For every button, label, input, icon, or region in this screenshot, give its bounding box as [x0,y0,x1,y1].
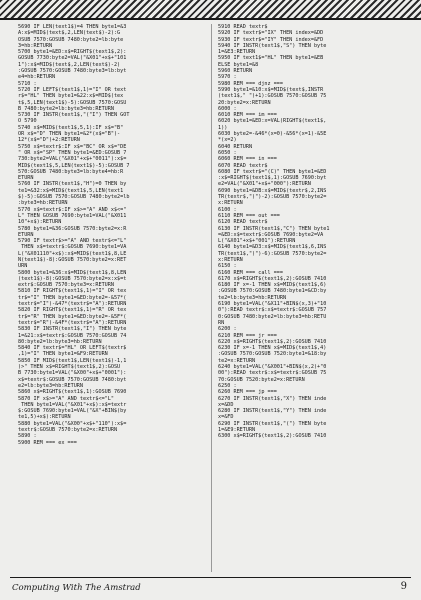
top-hatched-border [0,0,421,18]
column-divider [211,24,212,572]
top-rule [0,18,421,20]
page-number: 9 [400,581,407,592]
footer-rule [10,577,411,578]
listing-column-right [218,24,404,572]
listing-columns [18,24,408,572]
basic-listing-left: 5690 IF LEN(text1$)=4 THEN byte1=&3 A:x$=MID$(text$,2,LEN(text$)-2):G OSUB 7570:GOSUB 7480:byte2=lb:byte 3=hb:RETURN 5700 byte1=&ED:x$=RIGHT$(text1$,2): GOSUB 7730:byte2=VAL("&X01"+x$+"101 1"):x$=MID$(text$,2,LEN(text$)-2) :GOSUB 7570:GOSUB 7480:byte3=lb:byt e4=hb:RETURN 5710 : 5720 IF LEFT$(text1$,1)="I" OR text r$="HL" THEN byte1=&22:x$=MID$(tex t$,5,LEN(text1$)-5):GOSUB 7570:GOSU B 7480:byte2=lb:byte3=hb:RETURN 5730 IF INSTR(text1$,"("I") THEN GOT O 5790 5740 x$=MID$(text1$,5,1):IF x$="B" OR x$="D" THEN byte1=&2*(x$="B")- 12*(x$="D")+2:RETURN 5750 x$=textr$:IF x$="BC" OR x$="DE " OR x$="SP" THEN byte1=&ED:GOSUB 7 730:byte2=VAL("&X01"+x$+"0011"):x$= MID$(text1$,5,LEN(text1$)-5):GOSUB 7 570:GOSUB 7480:byte3=lb:byte4=hb:R ETURN 5760 IF INSTR(text1$,"H")=0 THEN by te1=&32:x$=MID$(text1$,5,LEN(text1 $)-5):GOSUB 7570:GOSUB 7480:byte2=lb :byte3=hb:RETURN 5770 x$=textr$:IF x$>="A" AND x$<=" L" THEN GOSUB 7690:byte1=VAL("&X011 10"+x$):RETURN 5780 byte1=&36:GOSUB 7570:byte2=x:R ETURN 5790 IF textr$>="A" AND textr$<="L" THEN x$=textr$:GOSUB 7690:byte1=VA L("&X01110"+x$):x$=MID$(text1$,8,LE N(text1$)-8):GOSUB 7570:byte2=x:RET URN 5800 byte1=&36:x$=MID$(text1$,8,LEN (text1$)-8):GOSUB 7570:byte2=x:x$=t extr$:GOSUB 7570:byte3=x:RETURN 5810 IF RIGHT$(text1$,1)="I" OR tex tr$="I" THEN byte1=&ED:byte2=-&57*( textr$="I")-&47*(textr$="A"):RETURN 5820 IF RIGHT$(text1$,1)="R" OR tex tr$="R" THEN byte1=&ED:byte2=-&5F*( textr$="R")-&4F*(textr$="A"):RETURN 5830 IF INSTR(text1$,"I") THEN byte 1=&21:x$=textr$:GOSUB 7570:GOSUB 74 80:byte2=lb:byte3=hb:RETURN 5840 IF textr$="HL" OR LEFT$(textr$ ,1)="I" THEN byte1=&F9:RETURN 5850 IF MID$(text1$,LEN(text1$)-1,1 )>" THEN x$=RIGHT$(text1$,2):GOSU B 7730:byte1=VAL("&X00"+x$+"0001"): x$=textr$:GOSUB 7570:GOSUB 7480:byt e2=lb:byte3=hb:RETURN 5860 x$=RIGHT$(text1$,1):GOSUB 7690 5870 IF x$>="A" AND textr$<="L" THEN byte1=VAL("&X01"+x$):x$=textr $:GOSUB 7690:byte1=VAL("&X"+BIN$(by te1,5)+x$):RETURN 5880 byte1=VAL("&X00"+x$+"110"):x$= textr$:GOSUB 7570:byte2=x:RETURN 5890 : 5900 REM === ex === [18,24,130,446]
magazine-title: Computing With The Amstrad [12,583,141,593]
page-footer [0,577,421,600]
basic-listing-right: 5910 READ textr$ 5920 IF textr$="IX" THEN index=&DD 5930 IF textr$="IY" THEN index=&FD 5940 IF INSTR(text1$,"S") THEN byte 1=&E3:RETURN 5950 IF text1$="HL" THEN byte1=&EB ELSE byte1=&8 5960 RETURN 5970 : 5980 REM === djnz === 5990 byte1=&10:x$=MID$(text$,INSTR (text1$," ")+1):GOSUB 7570:GOSUB 75 20:byte2=x:RETURN 6000 : 6010 REM === im === 6020 byte1=&ED:x=VAL(RIGHT$(text1$, 1)) 6030 byte2=-&46*(x=0)-&56*(x=1)-&5E *(x=2) 6040 RETURN 6050 : 6060 REM === in === 6070 READ textr$ 6080 IF textr$="(C)" THEN byte1=&ED :x$=RIGHT$(text1$,1):GOSUB 7690:byt e2=VAL("&X01"+x$+"000"):RETURN 6090 byte1=&DB:x$=MID$(textr$,2,INS TR(textr$,")")-2):GOSUB 7570:byte2= x:RETURN 6100 : 6110 REM === out === 6120 READ textr$ 6130 IF INSTR(text1$,"C") THEN byte1 =&ED:x$=textr$:GOSUB 7690:byte2=VA L("&X01"+x$+"001"):RETURN 6140 byte1=&D3:x$=MID$(text1$,6,INS TR(text1$,")")-6):GOSUB 7570:byte2= x:RETURN 6150 : 6160 REM === call === 6170 x$=RIGHT$(text1$,2):GOSUB 7410 6180 IF x=-1 THEN x$=MID$(text1$,6) :GOSUB 7570:GOSUB 7480:byte1=&CD:by te2=lb:byte3=hb:RETURN 6190 byte1=VAL("&X11"+BIN$(x,3)+"10 0"):READ textr$:x$=textr$:GOSUB 757 0:GOSUB 7480:byte2=lb:byte3=hb:RETU RN 6200 : 6210 REM === jr === 6220 x$=RIGHT$(text1$,2):GOSUB 7410 6230 IF x=-1 THEN x$=MID$(text1$,4) :GOSUB 7570:GOSUB 7520:byte1=&18:by te2=x:RETURN 6240 byte1=VAL("&X001"+BIN$(x,2)+"0 00"):READ textr$:x$=textr$:GOSUB 75 70:GOSUB 7520:byte2=x:RETURN 6250 : 6260 REM === jp === 6270 IF INSTR(text1$,"X") THEN inde x=&DD 6280 IF INSTR(text1$,"Y") THEN inde x=&FD 6290 IF INSTR(text1$,"(") THEN byte 1=&E9:RETURN 6300 x$=RIGHT$(text1$,2):GOSUB 7410 [218,24,330,440]
listing-column-left [18,24,204,572]
